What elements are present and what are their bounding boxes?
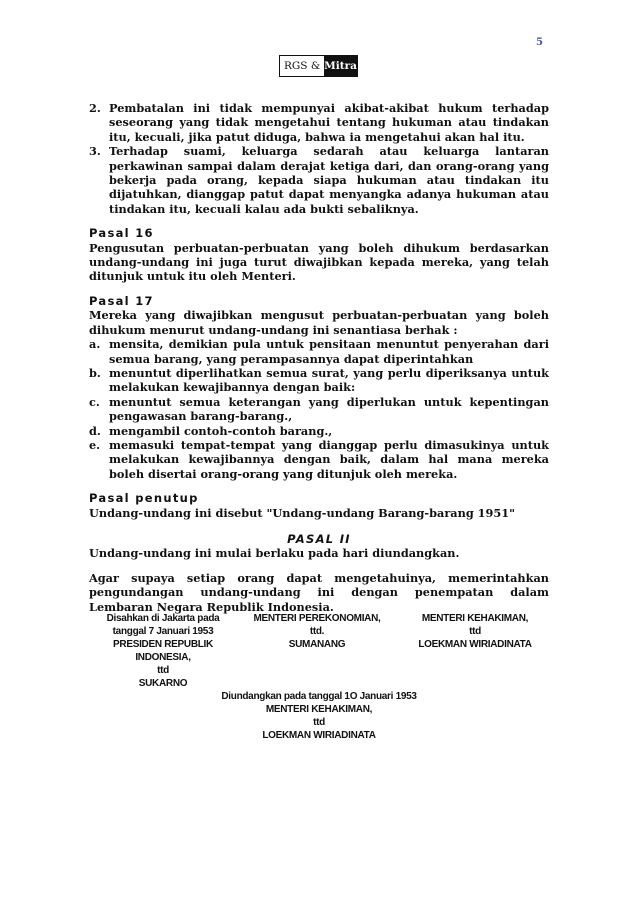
signature-line: SUMANANG (288, 639, 346, 650)
list-item-text: menuntut diperlihatkan semua surat, yang perlu diperiksanya untuk melakukan kewajibannya dengan baik: (109, 365, 549, 395)
publisher-logo (279, 55, 358, 77)
pasal-17-heading: Pasal 17 (89, 293, 154, 308)
list-item-text: Pembatalan ini tidak mempunyai akibat-akibat hukum terhadap seseorang yang tidak mengetahui tentang hukuman atau tindakan itu, kecuali, jika patut diduga, bahwa ia mengetahui akan hal itu. (109, 101, 549, 144)
signature-line: INDONESIA, (135, 652, 191, 663)
list-item (89, 144, 549, 216)
list-item-text: mengambil contoh-contoh barang., (109, 423, 333, 438)
pasal-16-heading: Pasal 16 (89, 226, 154, 241)
list-item-text: mensita, demikian pula untuk pensitaan menuntut penyerahan dari semua barang, yang perampasannya dapat diperintahkan (109, 337, 549, 366)
list-item-text: Terhadap suami, keluarga sedarah atau keluarga lantaran perkawinan sampai dalam derajat ketiga dari, dan orang-orang yang bekerja pada orang, kepada siapa hukuman atau tindakan itu dijatuhkan, dianggap patut dapat menyangka adanya hukuman atau tindakan itu, kecuali kalau ada bukti sebaliknya. (109, 144, 549, 216)
list-item-number: 3. (89, 144, 101, 159)
list-item (89, 337, 549, 366)
promulgation-block (199, 690, 439, 742)
page-number: 5 (536, 37, 543, 48)
signature-president (88, 612, 238, 690)
signature-line: MENTERI PEREKONOMIAN, (253, 613, 381, 624)
signature-line: Diundangkan pada tanggal 1O Januari 1953 (221, 691, 417, 702)
pasal-ii-closing-text: Agar supaya setiap orang dapat mengetahuinya, memerintahkan pengundangan undang-undang ini dengan penempatan dalam Lembaran Negara Republik Indonesia. (89, 570, 549, 614)
pasal-ii-heading: PASAL II (287, 531, 351, 546)
pasal-17-list (89, 337, 549, 481)
signature-line: Disahkan di Jakarta pada (106, 613, 220, 624)
signature-line: SUKARNO (138, 678, 188, 689)
signature-line: ttd (469, 626, 481, 637)
signature-line: LOEKMAN WIRIADINATA (418, 639, 532, 650)
pasal-17-intro: Mereka yang diwajibkan mengusut perbuatan-perbuatan yang boleh dihukum menurut undang-undang ini senantiasa berhak : (89, 308, 549, 337)
list-item-letter: d. (89, 423, 101, 438)
list-item-text: memasuki tempat-tempat yang dianggap perlu dimasukinya untuk melakukan kewajibannya dengan baik, dalam hal mana mereka boleh disertai orang-orang yang ditunjuk oleh mereka. (109, 437, 549, 481)
signature-line: PRESIDEN REPUBLIK (113, 639, 213, 650)
list-item-letter: c. (89, 394, 100, 409)
signature-line: ttd. (309, 626, 325, 637)
list-item (89, 101, 549, 144)
list-item (89, 424, 549, 438)
list-item (89, 395, 549, 424)
list-item-number: 2. (89, 101, 101, 115)
list-item-letter: b. (89, 365, 101, 380)
pasal-penutup-text: Undang-undang ini disebut "Undang-undang Barang-barang 1951" (89, 505, 515, 520)
list-item-letter: e. (89, 437, 101, 452)
logo-right-text: Mitra (324, 56, 357, 76)
signature-line: ttd (157, 665, 169, 676)
list-item-letter: a. (89, 337, 101, 352)
signature-line: ttd (313, 717, 325, 728)
pasal-16-text: Pengusutan perbuatan-perbuatan yang boleh dihukum berdasarkan undang-undang ini juga turut diwajibkan kepada mereka, yang telah ditunjuk untuk itu oleh Menteri. (89, 240, 549, 284)
logo-left-text: RGS & (280, 56, 324, 76)
list-continued (89, 101, 549, 216)
signature-line: LOEKMAN WIRIADINATA (262, 730, 376, 741)
pasal-ii-text: Undang-undang ini mulai berlaku pada hari diundangkan. (89, 546, 460, 561)
signature-minister-economy (242, 612, 392, 651)
signature-minister-justice (400, 612, 550, 651)
document-body (89, 101, 549, 614)
pasal-penutup-heading: Pasal penutup (89, 491, 199, 506)
signature-line: MENTERI KEHAKIMAN, (421, 613, 529, 624)
list-item-text: menuntut semua keterangan yang diperlukan untuk kepentingan pengawasan barang-barang., (109, 394, 549, 424)
signature-line: MENTERI KEHAKIMAN, (265, 704, 373, 715)
list-item (89, 438, 549, 481)
list-item (89, 366, 549, 395)
signature-line: tanggal 7 Januari 1953 (112, 626, 214, 637)
